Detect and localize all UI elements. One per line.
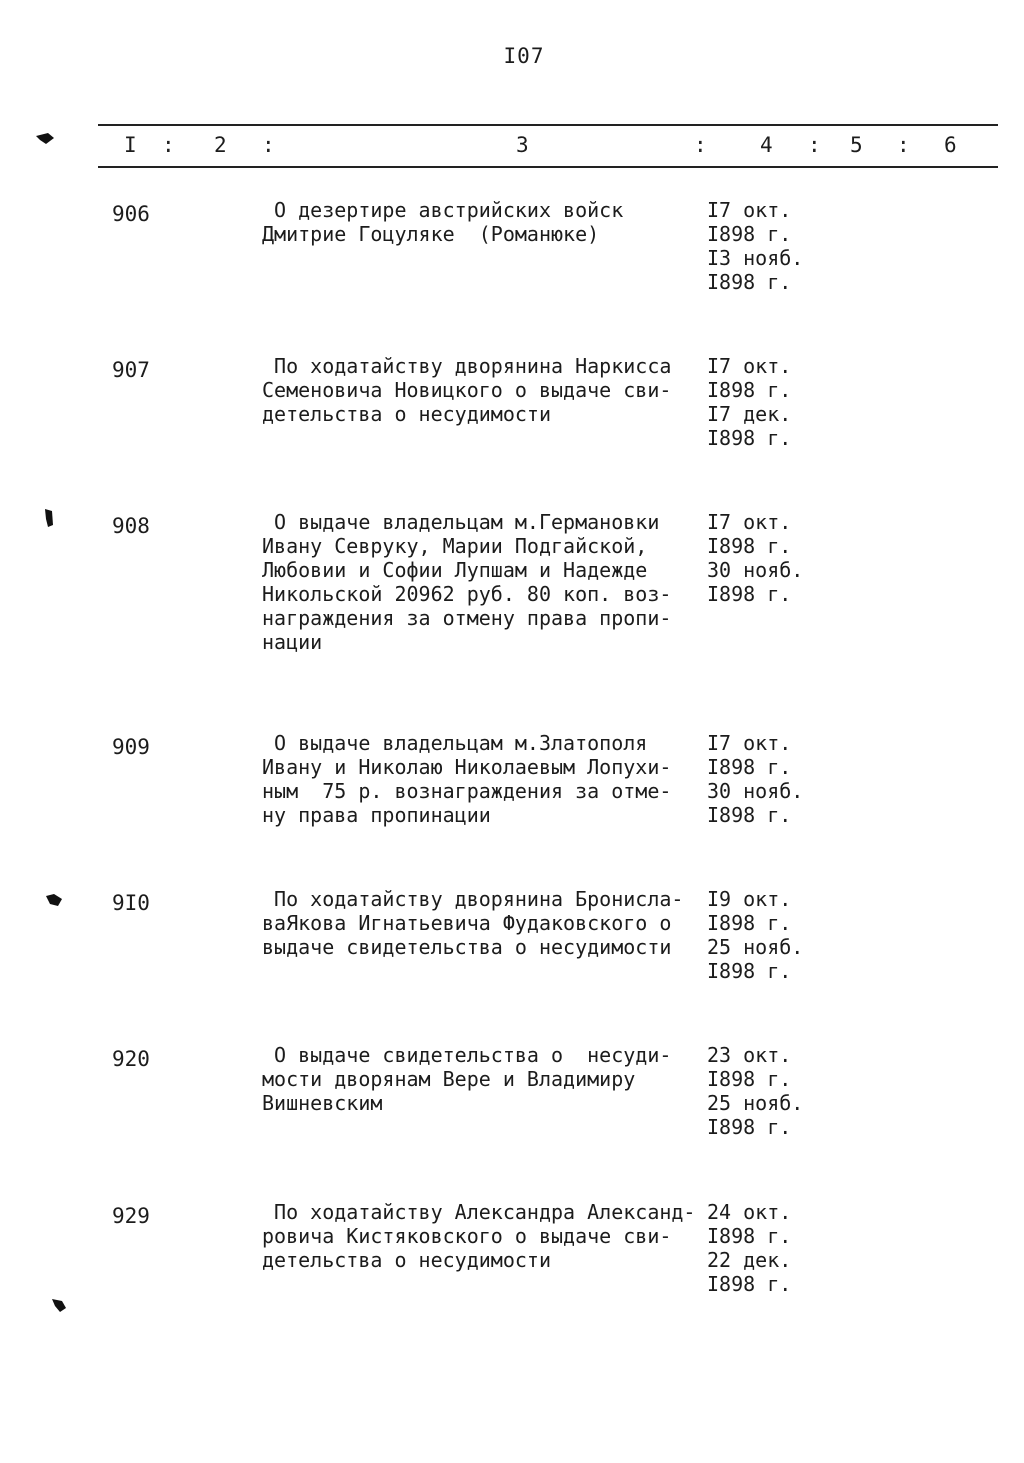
date-line: 30 нояб.: [707, 558, 804, 582]
entry-description: [262, 354, 712, 430]
date-line: I9 окт.: [707, 887, 792, 911]
description-line: награждения за отмену права пропи-: [262, 606, 672, 630]
date-line: I898 г.: [707, 426, 792, 450]
entry-dates: [707, 887, 827, 987]
entry-description: [262, 198, 712, 250]
header-top-rule: [98, 124, 998, 126]
description-line: О дезертире австрийских войск: [262, 198, 624, 222]
date-line: I7 окт.: [707, 354, 792, 378]
entry-dates: [707, 1043, 827, 1143]
description-line: По ходатайству дворянина Наркисса: [262, 354, 672, 378]
date-line: I7 окт.: [707, 198, 792, 222]
date-line: I898 г.: [707, 803, 792, 827]
header-separator: :: [808, 133, 821, 157]
header-col-6: 6: [944, 133, 957, 157]
date-line: I898 г.: [707, 222, 792, 246]
description-line: Вишневским: [262, 1091, 383, 1115]
date-line: I898 г.: [707, 270, 792, 294]
date-line: I898 г.: [707, 755, 792, 779]
description-line: О выдаче свидетельства о несуди-: [262, 1043, 672, 1067]
description-line: мости дворянам Вере и Владимиру: [262, 1067, 636, 1091]
entry-number: 929: [112, 1204, 150, 1228]
date-line: I7 дек.: [707, 402, 792, 426]
date-line: I3 нояб.: [707, 246, 804, 270]
scan-mark-icon: [42, 507, 56, 529]
entry-number: 908: [112, 514, 150, 538]
entry-description: [262, 887, 712, 963]
description-line: выдаче свидетельства о несудимости: [262, 935, 672, 959]
date-line: I898 г.: [707, 959, 792, 983]
date-line: I7 окт.: [707, 731, 792, 755]
description-line: Ивану и Николаю Николаевым Лопухи-: [262, 755, 672, 779]
entry-number: 906: [112, 202, 150, 226]
entry-dates: [707, 198, 827, 298]
description-line: О выдаче владельцам м.Германовки: [262, 510, 660, 534]
entry-number: 907: [112, 358, 150, 382]
date-line: I898 г.: [707, 1272, 792, 1296]
entry-description: [262, 1200, 712, 1276]
date-line: 22 дек.: [707, 1248, 792, 1272]
description-line: Дмитрие Гоцуляке (Романюке): [262, 222, 600, 246]
entry-description: [262, 510, 712, 658]
date-line: 23 окт.: [707, 1043, 792, 1067]
entry-description: [262, 1043, 712, 1119]
date-line: 25 нояб.: [707, 935, 804, 959]
description-line: Ивану Севруку, Марии Подгайской,: [262, 534, 648, 558]
description-line: Семеновича Новицкого о выдаче сви-: [262, 378, 672, 402]
date-line: 25 нояб.: [707, 1091, 804, 1115]
description-line: О выдаче владельцам м.Златополя: [262, 731, 648, 755]
header-col-5: 5: [850, 133, 863, 157]
description-line: ваЯкова Игнатьевича Фудаковского о: [262, 911, 672, 935]
header-separator: :: [262, 133, 275, 157]
entry-dates: [707, 510, 827, 610]
entry-dates: [707, 1200, 827, 1300]
description-line: ровича Кистяковского о выдаче сви-: [262, 1224, 672, 1248]
scan-mark-icon: [50, 1296, 70, 1314]
description-line: детельства о несудимости: [262, 402, 551, 426]
header-col-3: 3: [516, 133, 529, 157]
date-line: I898 г.: [707, 1115, 792, 1139]
date-line: I898 г.: [707, 378, 792, 402]
date-line: I898 г.: [707, 1067, 792, 1091]
page-number: I07: [503, 44, 545, 68]
description-line: По ходатайству Александра Александ-: [262, 1200, 696, 1224]
entry-dates: [707, 354, 827, 454]
date-line: 24 окт.: [707, 1200, 792, 1224]
scan-mark-icon: [44, 892, 66, 910]
header-separator: :: [897, 133, 910, 157]
header-col-4: 4: [760, 133, 773, 157]
entry-number: 920: [112, 1047, 150, 1071]
description-line: По ходатайству дворянина Бронисла-: [262, 887, 684, 911]
description-line: нации: [262, 630, 323, 654]
description-line: ным 75 р. вознаграждения за отме-: [262, 779, 672, 803]
entry-description: [262, 731, 712, 831]
entry-number: 909: [112, 735, 150, 759]
header-col-1: I: [124, 133, 137, 157]
entry-number: 9I0: [112, 891, 150, 915]
date-line: I898 г.: [707, 1224, 792, 1248]
description-line: ну права пропинации: [262, 803, 491, 827]
description-line: Любовии и Софии Лупшам и Надежде: [262, 558, 648, 582]
scan-mark-icon: [34, 130, 58, 146]
header-separator: :: [694, 133, 707, 157]
header-separator: :: [162, 133, 175, 157]
description-line: детельства о несудимости: [262, 1248, 551, 1272]
date-line: I898 г.: [707, 911, 792, 935]
entry-dates: [707, 731, 827, 831]
date-line: I7 окт.: [707, 510, 792, 534]
date-line: I898 г.: [707, 582, 792, 606]
date-line: I898 г.: [707, 534, 792, 558]
date-line: 30 нояб.: [707, 779, 804, 803]
header-col-2: 2: [214, 133, 227, 157]
header-bottom-rule: [98, 166, 998, 168]
description-line: Никольской 20962 руб. 80 коп. воз-: [262, 582, 672, 606]
